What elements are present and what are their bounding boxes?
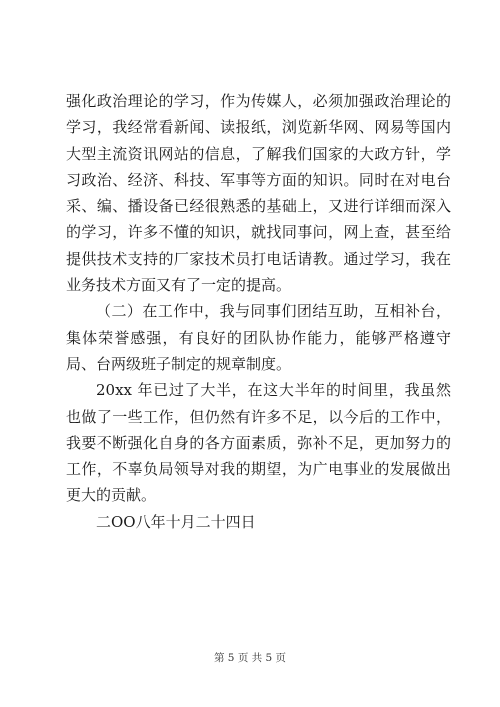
document-date: 二OO八年十月二十四日 (96, 512, 256, 531)
page-number: 第 5 页 共 5 页 (213, 652, 287, 664)
paragraph-study: 强化政治理论的学习，作为传媒人，必须加强政治理论的学习，我经常看新闻、读报纸，浏览新华网、网易等国内大型主流资讯网站的信息，了解我们国家的大政方针，学习政治、经济、科技、军事等方面的知识。同时在对电台采、编、播设备已经很熟悉的基础上，又进行详细而深入的学习，许多不懂的知识，就找同事问，网上查，甚至给提供技术支持的厂家技术员打电话请教。通过学习，我在业务技术方面又有了一定的提高。 (66, 92, 451, 295)
paragraph-summary: 20xx 年已过了大半，在这大半年的时间里，我虽然也做了一些工作，但仍然有许多不足，以今后的工作中，我要不断强化自身的各方面素质，弥补不足，更加努力的工作，不辜负局领导对我的期望，为广电事业的发展做出更大的贡献。 (66, 381, 451, 505)
paragraph-teamwork: （二）在工作中，我与同事们团结互助，互相补台，集体荣誉感强，有良好的团队协作能力，能够严格遵守局、台两级班子制定的规章制度。 (66, 302, 451, 373)
document-body (66, 88, 451, 535)
